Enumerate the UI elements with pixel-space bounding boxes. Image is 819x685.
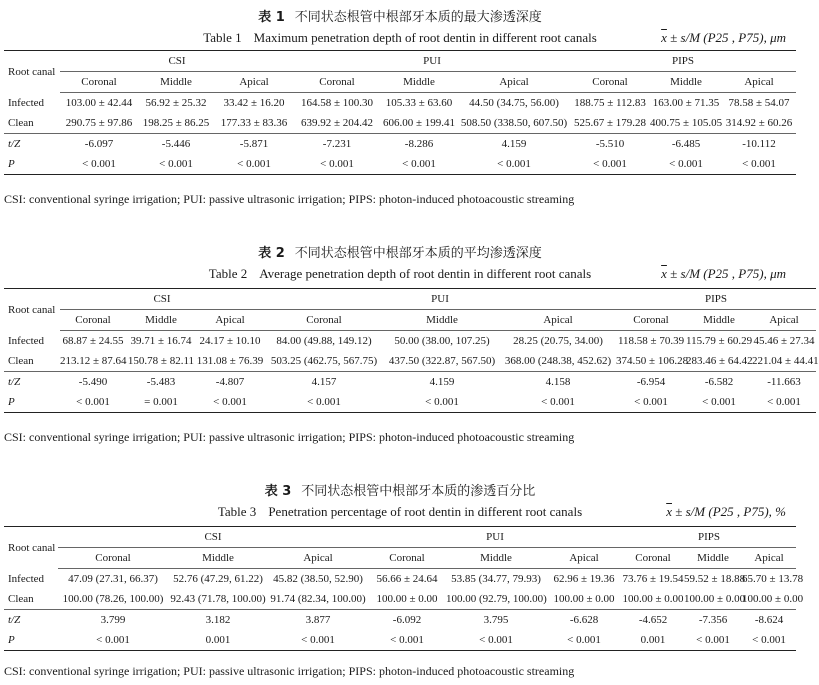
col-header: Middle	[384, 310, 500, 331]
row-label: t/Z	[4, 372, 60, 393]
cell: 3.795	[446, 610, 546, 631]
cell: < 0.001	[307, 396, 341, 408]
table-row	[4, 589, 796, 610]
table1-note: CSI: conventional syringe irrigation; PUI: passive ultrasonic irrigation; PIPS: photon-induced photoacoustic streaming	[4, 192, 575, 206]
table-row	[4, 372, 816, 393]
cell: 105.33 ± 63.60	[385, 97, 453, 109]
col-header: Coronal	[616, 310, 686, 331]
cell: < 0.001	[742, 158, 776, 170]
table1-title-cn-text: 不同状态根管中根部牙本质的最大渗透深度	[294, 10, 542, 25]
table-row	[4, 93, 796, 114]
col-header: Apical	[546, 548, 622, 569]
row-header: Root canal	[8, 65, 56, 78]
cell: 4.158	[500, 372, 616, 393]
cell: < 0.001	[402, 158, 436, 170]
group-csi: CSI	[58, 527, 368, 548]
cell: -6.485	[650, 134, 722, 155]
group-pips: PIPS	[616, 289, 816, 310]
cell: < 0.001	[301, 634, 335, 646]
cell: 73.76 ± 19.54	[622, 573, 684, 585]
table3-title-en-text: Penetration percentage of root dentin in different root canals	[268, 504, 583, 519]
cell: < 0.001	[320, 158, 354, 170]
col-header: Coronal	[294, 72, 380, 93]
cell: < 0.001	[82, 158, 116, 170]
col-header: Coronal	[570, 72, 650, 93]
cell: 283.46 ± 64.42	[686, 355, 753, 367]
cell: 91.74 (82.34, 100.00)	[270, 593, 366, 605]
row-label: P	[8, 634, 15, 646]
table2-label-cn: 表 2	[258, 246, 285, 261]
table-row	[4, 154, 796, 175]
row-label: Clean	[8, 355, 34, 367]
cell: 68.87 ± 24.55	[62, 335, 124, 347]
cell: -4.652	[622, 610, 684, 631]
cell: < 0.001	[696, 634, 730, 646]
cell: < 0.001	[213, 396, 247, 408]
table-row	[4, 113, 796, 134]
cell: -7.356	[684, 610, 742, 631]
row-header: Root canal	[8, 541, 56, 554]
cell: 164.58 ± 100.30	[300, 97, 374, 109]
row-label: P	[8, 158, 15, 170]
table-row	[4, 134, 796, 155]
cell: 374.50 ± 106.28	[616, 355, 689, 367]
cell: 0.001	[640, 634, 666, 646]
table2-title-en-text: Average penetration depth of root dentin in different root canals	[259, 266, 592, 281]
cell: 368.00 (248.38, 452.62)	[504, 355, 612, 367]
group-pips: PIPS	[570, 51, 796, 72]
table1-label-cn: 表 1	[258, 10, 285, 25]
col-header: Middle	[138, 72, 214, 93]
cell: -5.490	[60, 372, 126, 393]
cell: -6.628	[546, 610, 622, 631]
table2-unit: $\overline{x} \pm s/M$ (P25 , P75), μm	[661, 266, 786, 281]
cell: -8.624	[742, 610, 796, 631]
table3-title-cn	[0, 480, 800, 499]
row-label: Infected	[8, 334, 45, 347]
cell: 314.92 ± 60.26	[725, 117, 793, 129]
row-label: t/Z	[4, 610, 58, 631]
cell: 45.82 (38.50, 52.90)	[273, 573, 363, 585]
cell: 100.00 (92.79, 100.00)	[446, 593, 547, 605]
cell: < 0.001	[593, 158, 627, 170]
cell: -5.483	[126, 372, 196, 393]
table1-label-en: Table 1	[203, 30, 242, 45]
cell: -11.663	[752, 372, 816, 393]
table2-note: CSI: conventional syringe irrigation; PUI: passive ultrasonic irrigation; PIPS: photon-induced photoacoustic streaming	[4, 430, 575, 444]
cell: < 0.001	[479, 634, 513, 646]
col-header: Apical	[214, 72, 294, 93]
cell: -7.231	[294, 134, 380, 155]
col-header: Middle	[168, 548, 268, 569]
table3	[4, 526, 804, 651]
table2	[4, 288, 819, 413]
cell: < 0.001	[425, 396, 459, 408]
cell: 39.71 ± 16.74	[130, 335, 192, 347]
col-header: Coronal	[264, 310, 384, 331]
cell: 639.92 ± 204.42	[300, 117, 374, 129]
cell: 100.00 ± 0.00	[376, 593, 438, 605]
cell: 92.43 (71.78, 100.00)	[170, 593, 266, 605]
cell: < 0.001	[634, 396, 668, 408]
cell: 0.001	[205, 634, 231, 646]
col-header: Middle	[446, 548, 546, 569]
col-header: Coronal	[60, 72, 138, 93]
cell: 33.42 ± 16.20	[223, 97, 285, 109]
col-header: Apical	[196, 310, 264, 331]
col-header: Apical	[752, 310, 816, 331]
table1	[4, 50, 796, 175]
table2-label-en: Table 2	[208, 266, 248, 281]
row-label: P	[8, 396, 15, 408]
cell: 3.182	[168, 610, 268, 631]
cell: 100.00 (78.26, 100.00)	[62, 593, 164, 605]
cell: < 0.001	[669, 158, 703, 170]
cell: < 0.001	[752, 634, 786, 646]
cell: 65.70 ± 13.78	[742, 573, 804, 585]
cell: 100.00 ± 0.00	[622, 593, 684, 605]
cell: 188.75 ± 112.83	[574, 97, 646, 109]
col-header: Middle	[686, 310, 752, 331]
cell: 131.08 ± 76.39	[196, 355, 264, 367]
cell: 437.50 (322.87, 567.50)	[388, 355, 496, 367]
cell: 47.09 (27.31, 66.37)	[68, 573, 158, 585]
cell: < 0.001	[567, 634, 601, 646]
table3-title-cn-text: 不同状态根管中根部牙本质的渗透百分比	[301, 484, 536, 499]
table3-label-en: Table 3	[217, 504, 257, 519]
cell: 4.157	[264, 372, 384, 393]
table2-title-cn	[0, 242, 800, 261]
cell: < 0.001	[702, 396, 736, 408]
col-header: Middle	[380, 72, 458, 93]
cell: 290.75 ± 97.86	[65, 117, 133, 129]
table1-title-en-text: Maximum penetration depth of root dentin in different root canals	[253, 30, 597, 45]
cell: -6.954	[616, 372, 686, 393]
table3-label-cn: 表 3	[264, 484, 292, 499]
group-pui: PUI	[294, 51, 570, 72]
col-header: Coronal	[368, 548, 446, 569]
cell: < 0.001	[76, 396, 110, 408]
table-row	[4, 331, 816, 352]
col-header: Middle	[684, 548, 742, 569]
col-header: Apical	[268, 548, 368, 569]
row-label: Clean	[8, 117, 34, 129]
cell: 56.92 ± 25.32	[145, 97, 207, 109]
cell: 606.00 ± 199.41	[382, 117, 456, 129]
cell: < 0.001	[159, 158, 193, 170]
group-csi: CSI	[60, 289, 264, 310]
cell: 198.25 ± 86.25	[142, 117, 210, 129]
col-header: Coronal	[622, 548, 684, 569]
group-pips: PIPS	[622, 527, 796, 548]
table1-unit: $\overline{x} \pm s/M$ (P25 , P75), μm	[661, 30, 786, 45]
cell: 100.00 ± 0.00	[684, 593, 746, 605]
cell: 525.67 ± 179.28	[574, 117, 647, 129]
cell: < 0.001	[767, 396, 801, 408]
cell: 4.159	[458, 134, 570, 155]
cell: -4.807	[196, 372, 264, 393]
cell: 3.799	[58, 610, 168, 631]
row-label: Infected	[8, 572, 45, 585]
cell: 177.33 ± 83.36	[220, 117, 288, 129]
table-row	[4, 392, 816, 413]
cell: < 0.001	[390, 634, 424, 646]
cell: -6.582	[686, 372, 752, 393]
cell: 52.76 (47.29, 61.22)	[173, 573, 263, 585]
cell: 150.78 ± 82.11	[127, 355, 195, 367]
cell: 56.66 ± 24.64	[376, 573, 438, 585]
cell: 163.00 ± 71.35	[652, 97, 720, 109]
cell: 78.58 ± 54.07	[728, 97, 790, 109]
table3-note: CSI: conventional syringe irrigation; PUI: passive ultrasonic irrigation; PIPS: photon-induced photoacoustic streaming	[4, 664, 575, 678]
col-header: Apical	[458, 72, 570, 93]
cell: -5.510	[570, 134, 650, 155]
cell: < 0.001	[96, 634, 130, 646]
col-header: Coronal	[58, 548, 168, 569]
cell: 400.75 ± 105.05	[650, 117, 723, 129]
row-header: Root canal	[8, 303, 56, 316]
col-header: Apical	[742, 548, 796, 569]
cell: 45.46 ± 27.34	[753, 335, 815, 347]
cell: 503.25 (462.75, 567.75)	[270, 355, 378, 367]
row-label: Infected	[8, 96, 45, 109]
cell: 4.159	[384, 372, 500, 393]
cell: -5.871	[214, 134, 294, 155]
col-header: Apical	[722, 72, 796, 93]
table-row	[4, 351, 816, 372]
row-label: t/Z	[4, 134, 60, 155]
cell: < 0.001	[237, 158, 271, 170]
cell: 118.58 ± 70.39	[617, 335, 685, 347]
table-row	[4, 630, 796, 651]
cell: 100.00 ± 0.00	[742, 593, 804, 605]
cell: -6.092	[368, 610, 446, 631]
col-header: Coronal	[60, 310, 126, 331]
cell: 44.50 (34.75, 56.00)	[469, 97, 559, 109]
table2-title-cn-text: 不同状态根管中根部牙本质的平均渗透深度	[294, 246, 542, 261]
cell: 53.85 (34.77, 79.93)	[451, 573, 541, 585]
cell: < 0.001	[541, 396, 575, 408]
table3-unit: $\overline{x} \pm s/M$ (P25 , P75), %	[666, 504, 786, 519]
cell: 50.00 (38.00, 107.25)	[394, 335, 490, 347]
cell: -5.446	[138, 134, 214, 155]
cell: -10.112	[722, 134, 796, 155]
table-row	[4, 610, 796, 631]
cell: 103.00 ± 42.44	[65, 97, 133, 109]
col-header: Middle	[650, 72, 722, 93]
cell: 221.04 ± 44.41	[752, 355, 819, 367]
cell: 100.00 ± 0.00	[553, 593, 615, 605]
cell: = 0.001	[144, 396, 178, 408]
cell: 28.25 (20.75, 34.00)	[513, 335, 603, 347]
cell: < 0.001	[497, 158, 531, 170]
table-row	[4, 569, 796, 590]
group-csi: CSI	[60, 51, 294, 72]
col-header: Middle	[126, 310, 196, 331]
group-pui: PUI	[368, 527, 622, 548]
cell: 24.17 ± 10.10	[199, 335, 261, 347]
cell: 84.00 (49.88, 149.12)	[276, 335, 372, 347]
cell: 62.96 ± 19.36	[553, 573, 615, 585]
cell: -8.286	[380, 134, 458, 155]
cell: 59.52 ± 18.88	[684, 573, 746, 585]
group-pui: PUI	[264, 289, 616, 310]
row-label: Clean	[8, 593, 34, 605]
cell: 508.50 (338.50, 607.50)	[460, 117, 568, 129]
cell: 115.79 ± 60.29	[686, 335, 753, 347]
cell: 3.877	[268, 610, 368, 631]
cell: -6.097	[60, 134, 138, 155]
cell: 213.12 ± 87.64	[60, 355, 127, 367]
col-header: Apical	[500, 310, 616, 331]
table1-title-cn	[0, 6, 800, 25]
